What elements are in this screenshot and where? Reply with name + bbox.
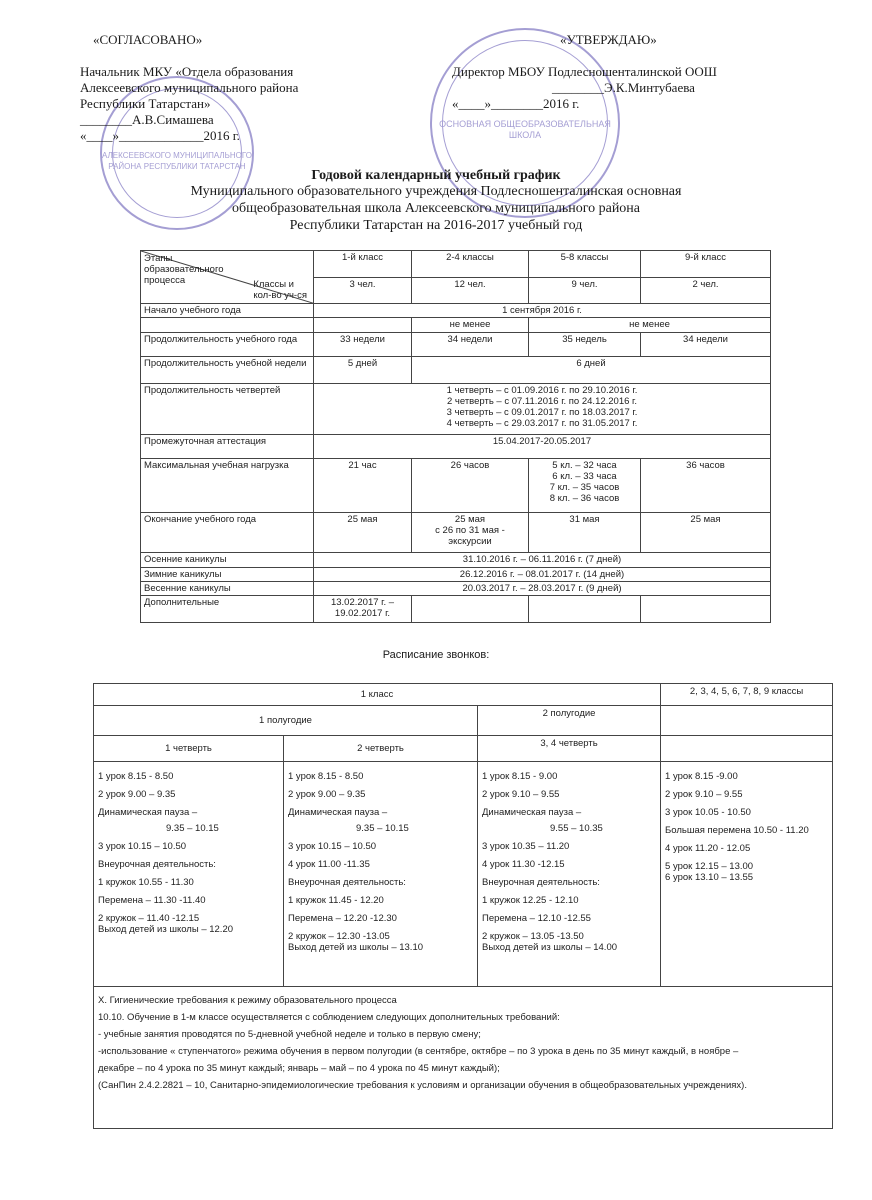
row-label: Продолжительность четвертей (141, 383, 314, 434)
bell-line: Динамическая пауза – (98, 807, 198, 818)
bell-line: 9.55 – 10.35 (550, 823, 603, 834)
bell-line: Внеурочная деятельность: (288, 877, 406, 888)
bell-line: 2 кружок – 11.40 -12.15 (98, 913, 200, 924)
bell-line: 4 урок 11.20 - 12.05 (665, 843, 751, 854)
bell-line: Выход детей из школы – 14.00 (482, 942, 618, 953)
end-date: 25 мая (314, 512, 412, 553)
bell-line: 1 урок 8.15 - 8.50 (98, 771, 174, 782)
hygiene-line: декабре – по 4 урока по 35 минут каждый; январь – май – по 4 урока по 45 минут каждый); (98, 1063, 500, 1074)
spring-holidays: 20.03.2017 г. – 28.03.2017 г. (9 дней) (314, 582, 771, 596)
load-value: 36 часов (641, 459, 771, 512)
bell-line: 1 кружок 11.45 - 12.20 (288, 895, 384, 906)
doc-subtitle-3: Республики Татарстан на 2016-2017 учебный год (289, 218, 583, 233)
agreed-label: «СОГЛАСОВАНО» (93, 32, 203, 47)
bell-line: Динамическая пауза – (288, 807, 388, 818)
bell-line: 2 урок 9.00 – 9.35 (288, 789, 366, 800)
agreed-date: «____»_____________2016 г. (80, 128, 240, 143)
hygiene-requirements (94, 987, 833, 1129)
bell-line: 1 кружок 10.55 - 11.30 (98, 877, 194, 888)
doc-subtitle-2: общеобразовательная школа Алексеевского муниципального района (231, 201, 641, 216)
bell-line: 6 урок 13.10 – 13.55 (665, 872, 754, 883)
hygiene-line: -использование « ступенчатого» режима обучения в первом полугодии (в сентябре, октябре – по 3 урока в день по 35 минут каждый, в ноябре – (98, 1046, 739, 1057)
student-count: 12 чел. (412, 277, 529, 304)
class-header: 1-й класс (314, 251, 412, 278)
quarters-list (314, 383, 771, 434)
empty-cell (141, 318, 314, 332)
row-label: Продолжительность учебной недели (141, 357, 314, 384)
week-duration-1: 5 дней (314, 357, 412, 384)
extra-line: 19.02.2017 г. (334, 608, 391, 620)
load-line: 7 кл. – 35 часов (549, 482, 620, 494)
approve-date: «____»________2016 г. (452, 96, 580, 111)
load-value-list (529, 459, 641, 512)
first-class-header: 1 класс (94, 684, 661, 706)
bell-schedule-table (93, 683, 833, 1129)
doc-title: Годовой календарный учебный график (311, 168, 561, 183)
agreed-line3: Республики Татарстан» (80, 96, 211, 111)
bell-line: Выход детей из школы – 13.10 (288, 942, 424, 953)
end-line: с 26 по 31 мая - (435, 524, 505, 536)
end-date: 25 мая (641, 512, 771, 553)
bell-line: 2 кружок – 12.30 -13.05 (288, 931, 390, 942)
approve-line1: Директор МБОУ Подлесношенталинской ООШ (452, 64, 717, 79)
student-count: 9 чел. (529, 277, 641, 304)
year-duration: 35 недель (529, 332, 641, 357)
hygiene-line: 10.10. Обучение в 1-м классе осуществляется с соблюдением следующих дополнительных требований: (98, 1012, 560, 1023)
bell-line: 3 урок 10.35 – 11.20 (482, 841, 570, 852)
empty-cell (314, 318, 412, 332)
row-label: Дополнительные (141, 596, 314, 623)
bell-line: 9.35 – 10.15 (166, 823, 219, 834)
extra-line: 13.02.2017 г. – (330, 597, 395, 609)
extra-holidays (314, 596, 412, 623)
quarter-34-header: 3, 4 четверть (478, 736, 661, 762)
hygiene-line: X. Гигиенические требования к режиму образовательного процесса (98, 995, 397, 1006)
other-classes-header: 2, 3, 4, 5, 6, 7, 8, 9 классы (661, 684, 833, 706)
empty-cell (529, 596, 641, 623)
row-label: Зимние каникулы (141, 567, 314, 581)
agreed-line1: Начальник МКУ «Отдела образования (80, 64, 294, 79)
bell-line: Внеурочная деятельность: (98, 859, 216, 870)
bells-caption: Расписание звонков: (382, 649, 490, 661)
bell-line: 2 урок 9.10 – 9.55 (482, 789, 560, 800)
bell-line: Большая перемена 10.50 - 11.20 (665, 825, 809, 836)
bell-line: 2 урок 9.00 – 9.35 (98, 789, 176, 800)
approval-left (93, 32, 202, 48)
agreed-signature: ________А.В.Симашева (80, 112, 214, 127)
load-line: 6 кл. – 33 часа (552, 471, 617, 483)
bell-line: Перемена – 12.20 -12.30 (288, 913, 397, 924)
bell-line: 1 урок 8.15 -9.00 (665, 771, 738, 782)
quarter-line: 2 четверть – с 07.11.2016 г. по 24.12.2016 г. (446, 395, 637, 407)
bells-q34 (478, 762, 661, 987)
row-label: Осенние каникулы (141, 553, 314, 567)
agreed-line2: Алексеевского муниципального района (80, 80, 299, 95)
end-line: 25 мая (454, 513, 486, 525)
year-duration: 34 недели (412, 332, 529, 357)
department-stamp-text: АЛЕКСЕЕВСКОГО МУНИЦИПАЛЬНОГО РАЙОНА РЕСПУБЛИКИ ТАТАРСТАН (102, 151, 252, 171)
row-label: Весенние каникулы (141, 582, 314, 596)
quarter-line: 4 четверть – с 29.03.2017 г. по 31.05.2017 г. (446, 417, 638, 429)
row-label: Продолжительность учебного года (141, 332, 314, 357)
approve-label: «УТВЕРЖДАЮ» (560, 32, 657, 47)
autumn-holidays: 31.10.2016 г. – 06.11.2016 г. (7 дней) (314, 553, 771, 567)
class-header: 2-4 классы (412, 251, 529, 278)
class-header: 9-й класс (641, 251, 771, 278)
bell-line: 3 урок 10.05 - 10.50 (665, 807, 751, 818)
end-date: 31 мая (529, 512, 641, 553)
row-label: Окончание учебного года (141, 512, 314, 553)
bell-line: 2 урок 9.10 – 9.55 (665, 789, 743, 800)
week-duration-2: 6 дней (412, 357, 771, 384)
bell-line: Выход детей из школы – 12.20 (98, 924, 234, 935)
bell-line: 9.35 – 10.15 (356, 823, 409, 834)
bell-line: 3 урок 10.15 – 10.50 (98, 841, 187, 852)
student-count: 2 чел. (641, 277, 771, 304)
doc-subtitle-1: Муниципального образовательного учреждения Подлесношенталинская основная (190, 184, 682, 199)
row-label: Максимальная учебная нагрузка (141, 459, 314, 512)
half-year-2: 2 полугодие (478, 706, 661, 736)
corner-classes-label: Классы и кол-во уч-ся (253, 279, 307, 302)
empty-cell (661, 706, 833, 736)
hygiene-line: - учебные занятия проводятся по 5-дневной учебной неделе и только в первую смену; (98, 1029, 481, 1040)
min-note: не менее (529, 318, 771, 332)
load-line: 8 кл. – 36 часов (549, 493, 620, 505)
empty-cell (412, 596, 529, 623)
bell-line: Внеурочная деятельность: (482, 877, 600, 888)
year-duration: 33 недели (314, 332, 412, 357)
bell-line: 1 урок 8.15 - 9.00 (482, 771, 558, 782)
half-year-1: 1 полугодие (94, 706, 478, 736)
quarter-line: 3 четверть – с 09.01.2017 г. по 18.03.2017 г. (446, 406, 638, 418)
table-corner-cell (141, 251, 314, 304)
class-header: 5-8 классы (529, 251, 641, 278)
bell-line: 1 кружок 12.25 - 12.10 (482, 895, 579, 906)
attestation-dates: 15.04.2017-20.05.2017 (314, 434, 771, 459)
bells-q2 (284, 762, 478, 987)
start-date: 1 сентября 2016 г. (314, 304, 771, 318)
load-value: 21 час (314, 459, 412, 512)
bell-line: 1 урок 8.15 - 8.50 (288, 771, 364, 782)
row-label: Начало учебного года (141, 304, 314, 318)
bell-line: 4 урок 11.00 -11.35 (288, 859, 370, 870)
quarter-2-header: 2 четверть (284, 736, 478, 762)
student-count: 3 чел. (314, 277, 412, 304)
empty-cell (641, 596, 771, 623)
bell-line: 3 урок 10.15 – 10.50 (288, 841, 377, 852)
calendar-schedule-table (140, 250, 771, 623)
empty-cell (661, 736, 833, 762)
bell-line: 2 кружок – 13.05 -13.50 (482, 931, 584, 942)
approve-signature: ________Э.К.Минтубаева (552, 80, 695, 95)
year-duration: 34 недели (641, 332, 771, 357)
approval-left-body (80, 64, 298, 144)
hygiene-line: (СанПин 2.4.2.2821 – 10, Санитарно-эпидемиологические требования к условиям и организации обучения в общеобразовательных учреждениях). (98, 1080, 747, 1091)
load-line: 5 кл. – 32 часа (552, 460, 617, 472)
bell-line: 5 урок 12.15 – 13.00 (665, 861, 754, 872)
approval-right-body (452, 64, 717, 112)
bell-line: 4 урок 11.30 -12.15 (482, 859, 565, 870)
end-line: экскурсии (448, 535, 492, 547)
winter-holidays: 26.12.2016 г. – 08.01.2017 г. (14 дней) (314, 567, 771, 581)
load-value: 26 часов (412, 459, 529, 512)
bell-line: Перемена – 11.30 -11.40 (98, 895, 206, 906)
school-stamp-text: ОСНОВНАЯ ОБЩЕОБРАЗОВАТЕЛЬНАЯ ШКОЛА (439, 119, 611, 141)
quarter-line: 1 четверть – с 01.09.2016 г. по 29.10.2016 г. (446, 384, 638, 396)
bell-line: Перемена – 12.10 -12.55 (482, 913, 591, 924)
quarter-1-header: 1 четверть (94, 736, 284, 762)
bells-q1 (94, 762, 284, 987)
corner-stages-label: Этапы образовательного процесса (144, 253, 224, 286)
end-date-list (412, 512, 529, 553)
min-note: не менее (412, 318, 529, 332)
approval-right (560, 32, 657, 48)
bell-line: Динамическая пауза – (482, 807, 582, 818)
row-label: Промежуточная аттестация (141, 434, 314, 459)
bells-other-classes (661, 762, 833, 987)
